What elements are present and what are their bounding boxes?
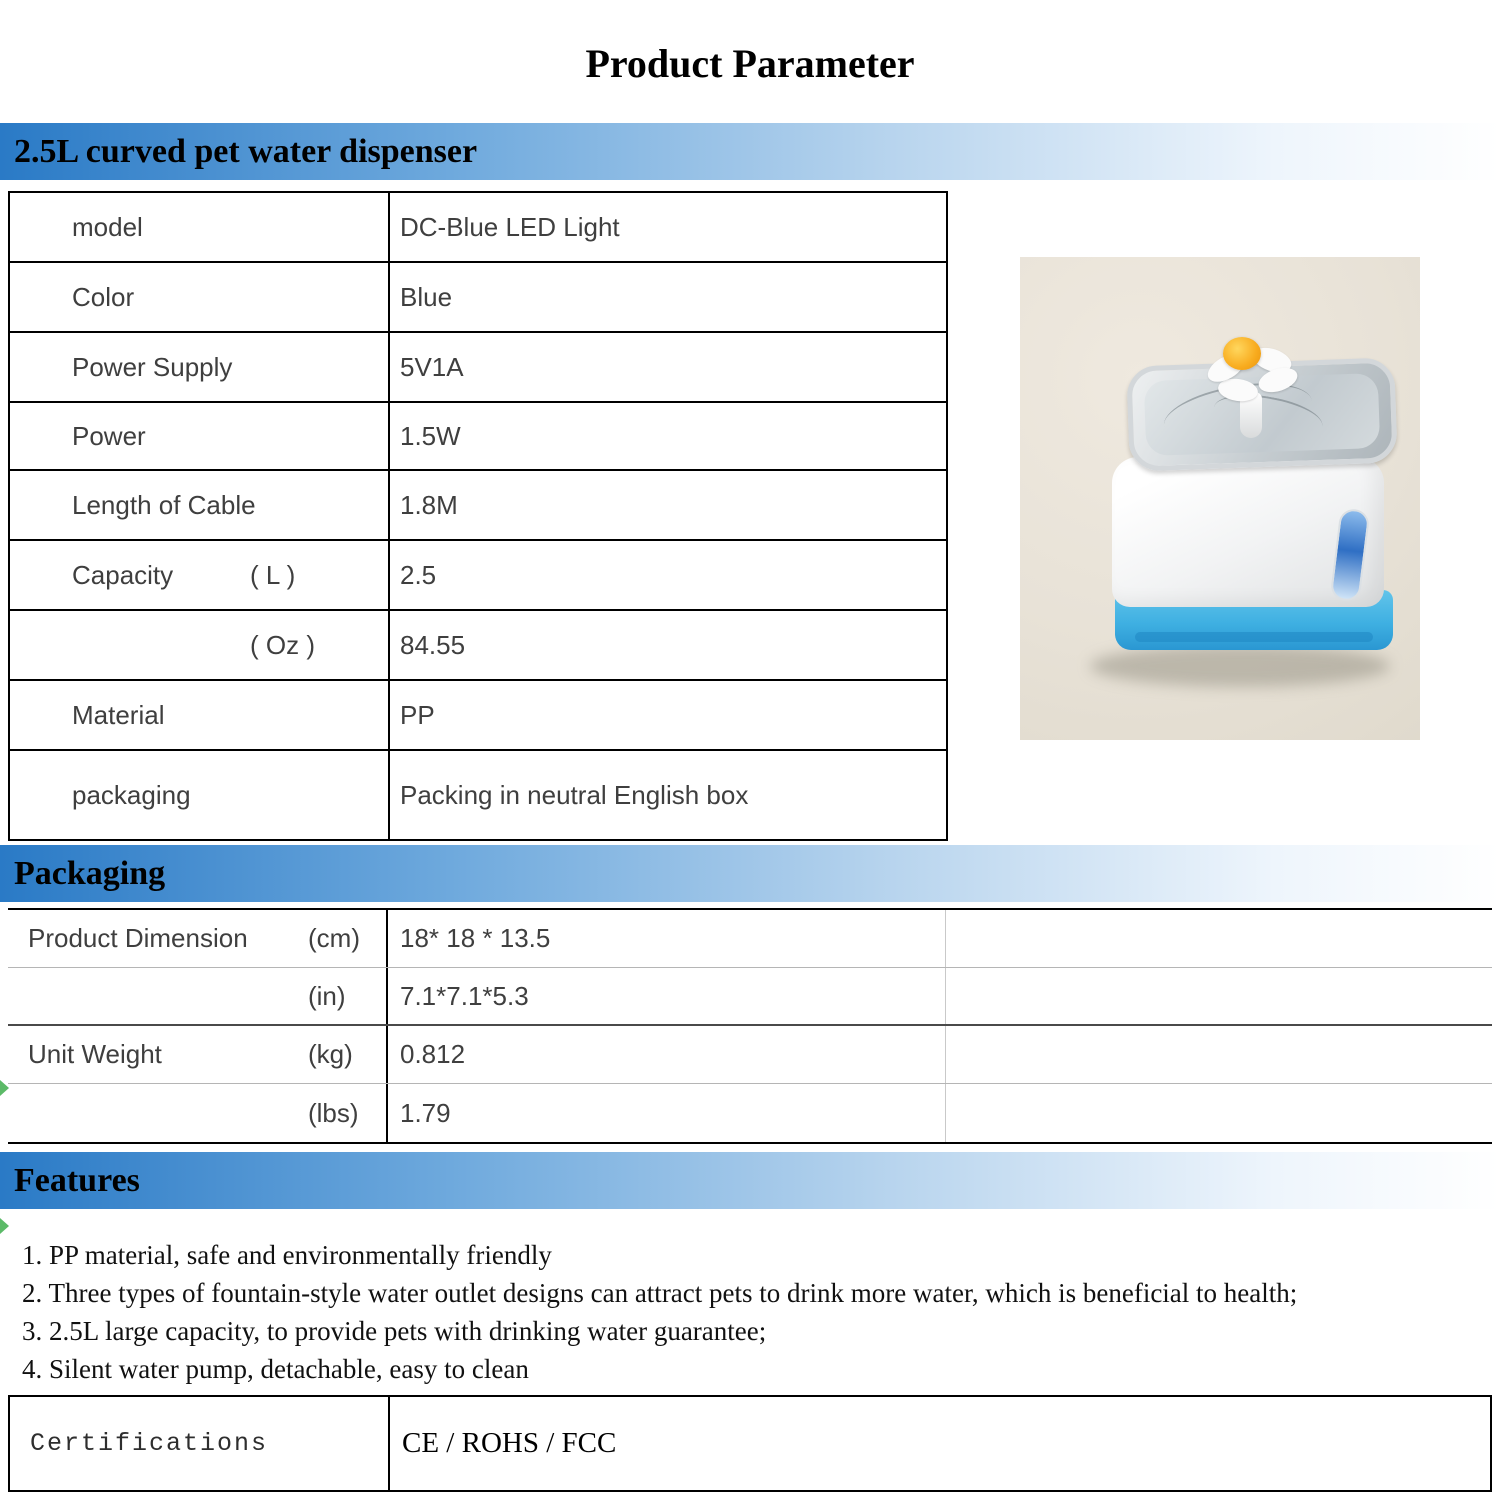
table-row [10,403,946,471]
spec-label: Length of Cable [10,471,390,539]
spec-value: 84.55 [400,629,466,660]
spec-label [8,968,388,1024]
spec-value: 18* 18 * 13.5 [400,923,551,953]
feature-item: 3. 2.5L large capacity, to provide pets with drinking water guarantee; [22,1316,767,1346]
table-row [10,263,946,333]
spec-value: 5V1A [400,351,464,382]
section-header-packaging-label: Packaging [14,854,166,892]
spec-unit: (kg) [308,1039,353,1069]
spec-unit: ( Oz ) [250,629,315,660]
green-artifact-mark [0,1080,9,1096]
packaging-table [8,908,1492,1144]
spec-value: DC-Blue LED Light [400,211,620,242]
section-header-features-label: Features [14,1161,140,1199]
spec-label: Material [10,681,390,749]
spec-unit: (cm) [308,923,360,953]
feature-item: 1. PP material, safe and environmentally friendly [22,1240,552,1270]
spec-value: PP [400,699,435,730]
certifications-row [8,1395,1492,1492]
spec-value: Packing in neutral English box [400,779,749,810]
spec-label: packaging [10,751,390,839]
flower-orange-center [1223,337,1261,370]
page-title: Product Parameter [585,41,915,86]
green-artifact-mark [0,1218,9,1234]
feature-item: 2. Three types of fountain-style water outlet designs can attract pets to drink more water, which is beneficial to health; [22,1278,1298,1308]
spec-label: Power Supply [10,333,390,401]
spec-value: Blue [400,281,453,312]
feature-item: 4. Silent water pump, detachable, easy to clean [22,1354,529,1384]
table-row [8,910,1492,968]
table-row [10,471,946,541]
spec-unit: (in) [308,980,346,1011]
product-photo [1020,257,1420,740]
features-list [22,1236,1472,1388]
spec-value: 1.8M [400,489,458,520]
spec-value: 1.5W [400,420,461,451]
spec-value: 2.5 [400,559,437,590]
fountain-steel-tray [1126,357,1398,471]
spec-label [8,910,388,967]
spec-value: 1.79 [400,1097,451,1128]
table-row [10,751,946,839]
spec-unit: (lbs) [308,1097,359,1128]
table-row [10,193,946,263]
spec-label-text: Product Dimension [28,923,248,953]
spec-label: model [10,193,390,261]
spec-label: Power [10,403,390,469]
spec-label [10,541,390,609]
section-header-product [0,123,1500,180]
spec-label-text: Capacity [72,559,174,590]
spec-label [8,1084,388,1142]
table-row [10,333,946,403]
table-row [10,541,946,611]
spec-value: 7.1*7.1*5.3 [400,980,529,1011]
spec-label: Color [10,263,390,331]
table-row [10,681,946,751]
photo-shadow [1090,645,1390,687]
spec-label [10,611,390,679]
section-header-product-label: 2.5L curved pet water dispenser [14,132,478,170]
section-header-features [0,1152,1500,1209]
spec-label-text: Unit Weight [28,1039,162,1069]
table-row [8,1084,1492,1142]
table-row [8,1026,1492,1084]
spec-label [8,1026,388,1083]
spec-value: 0.812 [400,1039,466,1069]
certifications-label: Certifications [10,1397,390,1490]
spec-unit: ( L ) [250,559,296,590]
section-header-packaging [0,845,1500,902]
table-row [8,968,1492,1026]
table-row [10,611,946,681]
certifications-value: CE / ROHS / FCC [402,1427,617,1459]
product-spec-table [8,191,948,841]
